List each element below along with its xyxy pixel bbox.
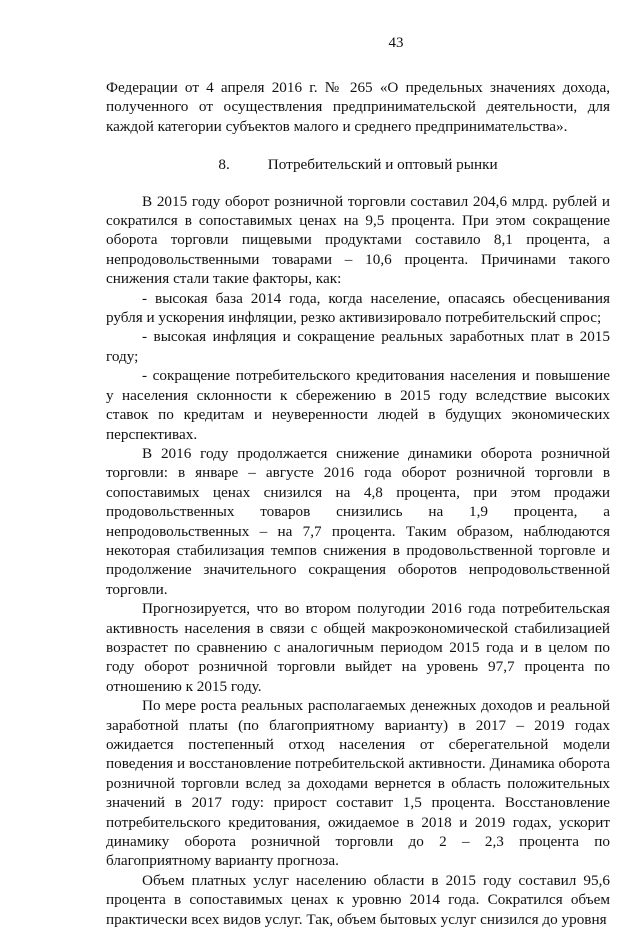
page-number: 43 — [388, 35, 404, 51]
section-number: 8. — [218, 156, 230, 174]
paragraph-paid-services: Объем платных услуг населению области в 2015 году составил 95,6 процента в сопоставимых ценах к уровню 2014 года. Сократился объем практически всех видов услуг. Так, объем бытовых услуг снизился до уровня — [106, 871, 610, 928]
paragraph-retail-2015: В 2015 году оборот розничной торговли составил 204,6 млрд. рублей и сократился в сопоставимых ценах на 9,5 процента. При этом сокращение оборота торговли пищевыми продуктами составило 8,1 процента, а непродовольственными товарами – 10,6 процента. Причинами такого снижения стали такие факторы, как: — [106, 192, 610, 288]
section-heading — [106, 155, 610, 174]
paragraph-forecast-2016: Прогнозируется, что во втором полугодии 2016 года потребительская активность населения в связи с общей макроэкономической стабилизацией возрастет по сравнению с аналогичным периодом 2015 года и в целом по году оборот розничной торговли выйдет на уровень 97,7 процента по отношению к 2015 году. — [106, 600, 610, 695]
factor-high-base: - высокая база 2014 года, когда население, опасаясь обесценивания рубля и ускорения инфляции, резко активизировало потребительский спрос; — [106, 289, 610, 327]
intro-paragraph: Федерации от 4 апреля 2016 г. № 265 «О предельных значениях дохода, полученного от осуществления предпринимательской деятельности, для каждой категории субъектов малого и среднего предпринимательства». — [106, 79, 610, 135]
paragraph-forecast-2017-2019: По мере роста реальных располагаемых денежных доходов и реальной заработной платы (по благоприятному варианту) в 2017 – 2019 годах ожидается постепенный отход населения от сберегательной модели поведения и восстановление потребительской активности. Динамика оборота розничной торговли вслед за доходами вернется в область положительных значений в 2017 году: прирост составит 1,5 процента. Восстановление потребительского кредитования, ожидаемое в 2018 и 2019 годах, ускорит динамику оборота розничной торговли до 2 – 2,3 процента по благоприятному варианту прогноза. — [106, 697, 610, 870]
section-title: Потребительский и оптовый рынки — [267, 156, 498, 174]
factor-credit: - сокращение потребительского кредитования населения и повышение у населения склонности к сбережению в 2015 году вследствие высоких ставок по кредитам и неуверенности людей в будущих экономических перспективах. — [106, 367, 610, 443]
paragraph-retail-2016: В 2016 году продолжается снижение динамики оборота розничной торговли: в январе – августе 2016 года оборот розничной торговли в сопоставимых ценах снизился на 4,8 процента, при этом продажи продовольственных товаров снизились на 1,9 процента, а непродовольственных – на 7,7 процента. Таким образом, наблюдаются некоторая стабилизация темпов снижения в продовольственной торговле и продолжение значительного сокращения оборотов непродовольственной торговли. — [106, 444, 610, 598]
factor-inflation: - высокая инфляция и сокращение реальных заработных плат в 2015 году; — [106, 328, 610, 365]
document-body — [106, 78, 610, 929]
